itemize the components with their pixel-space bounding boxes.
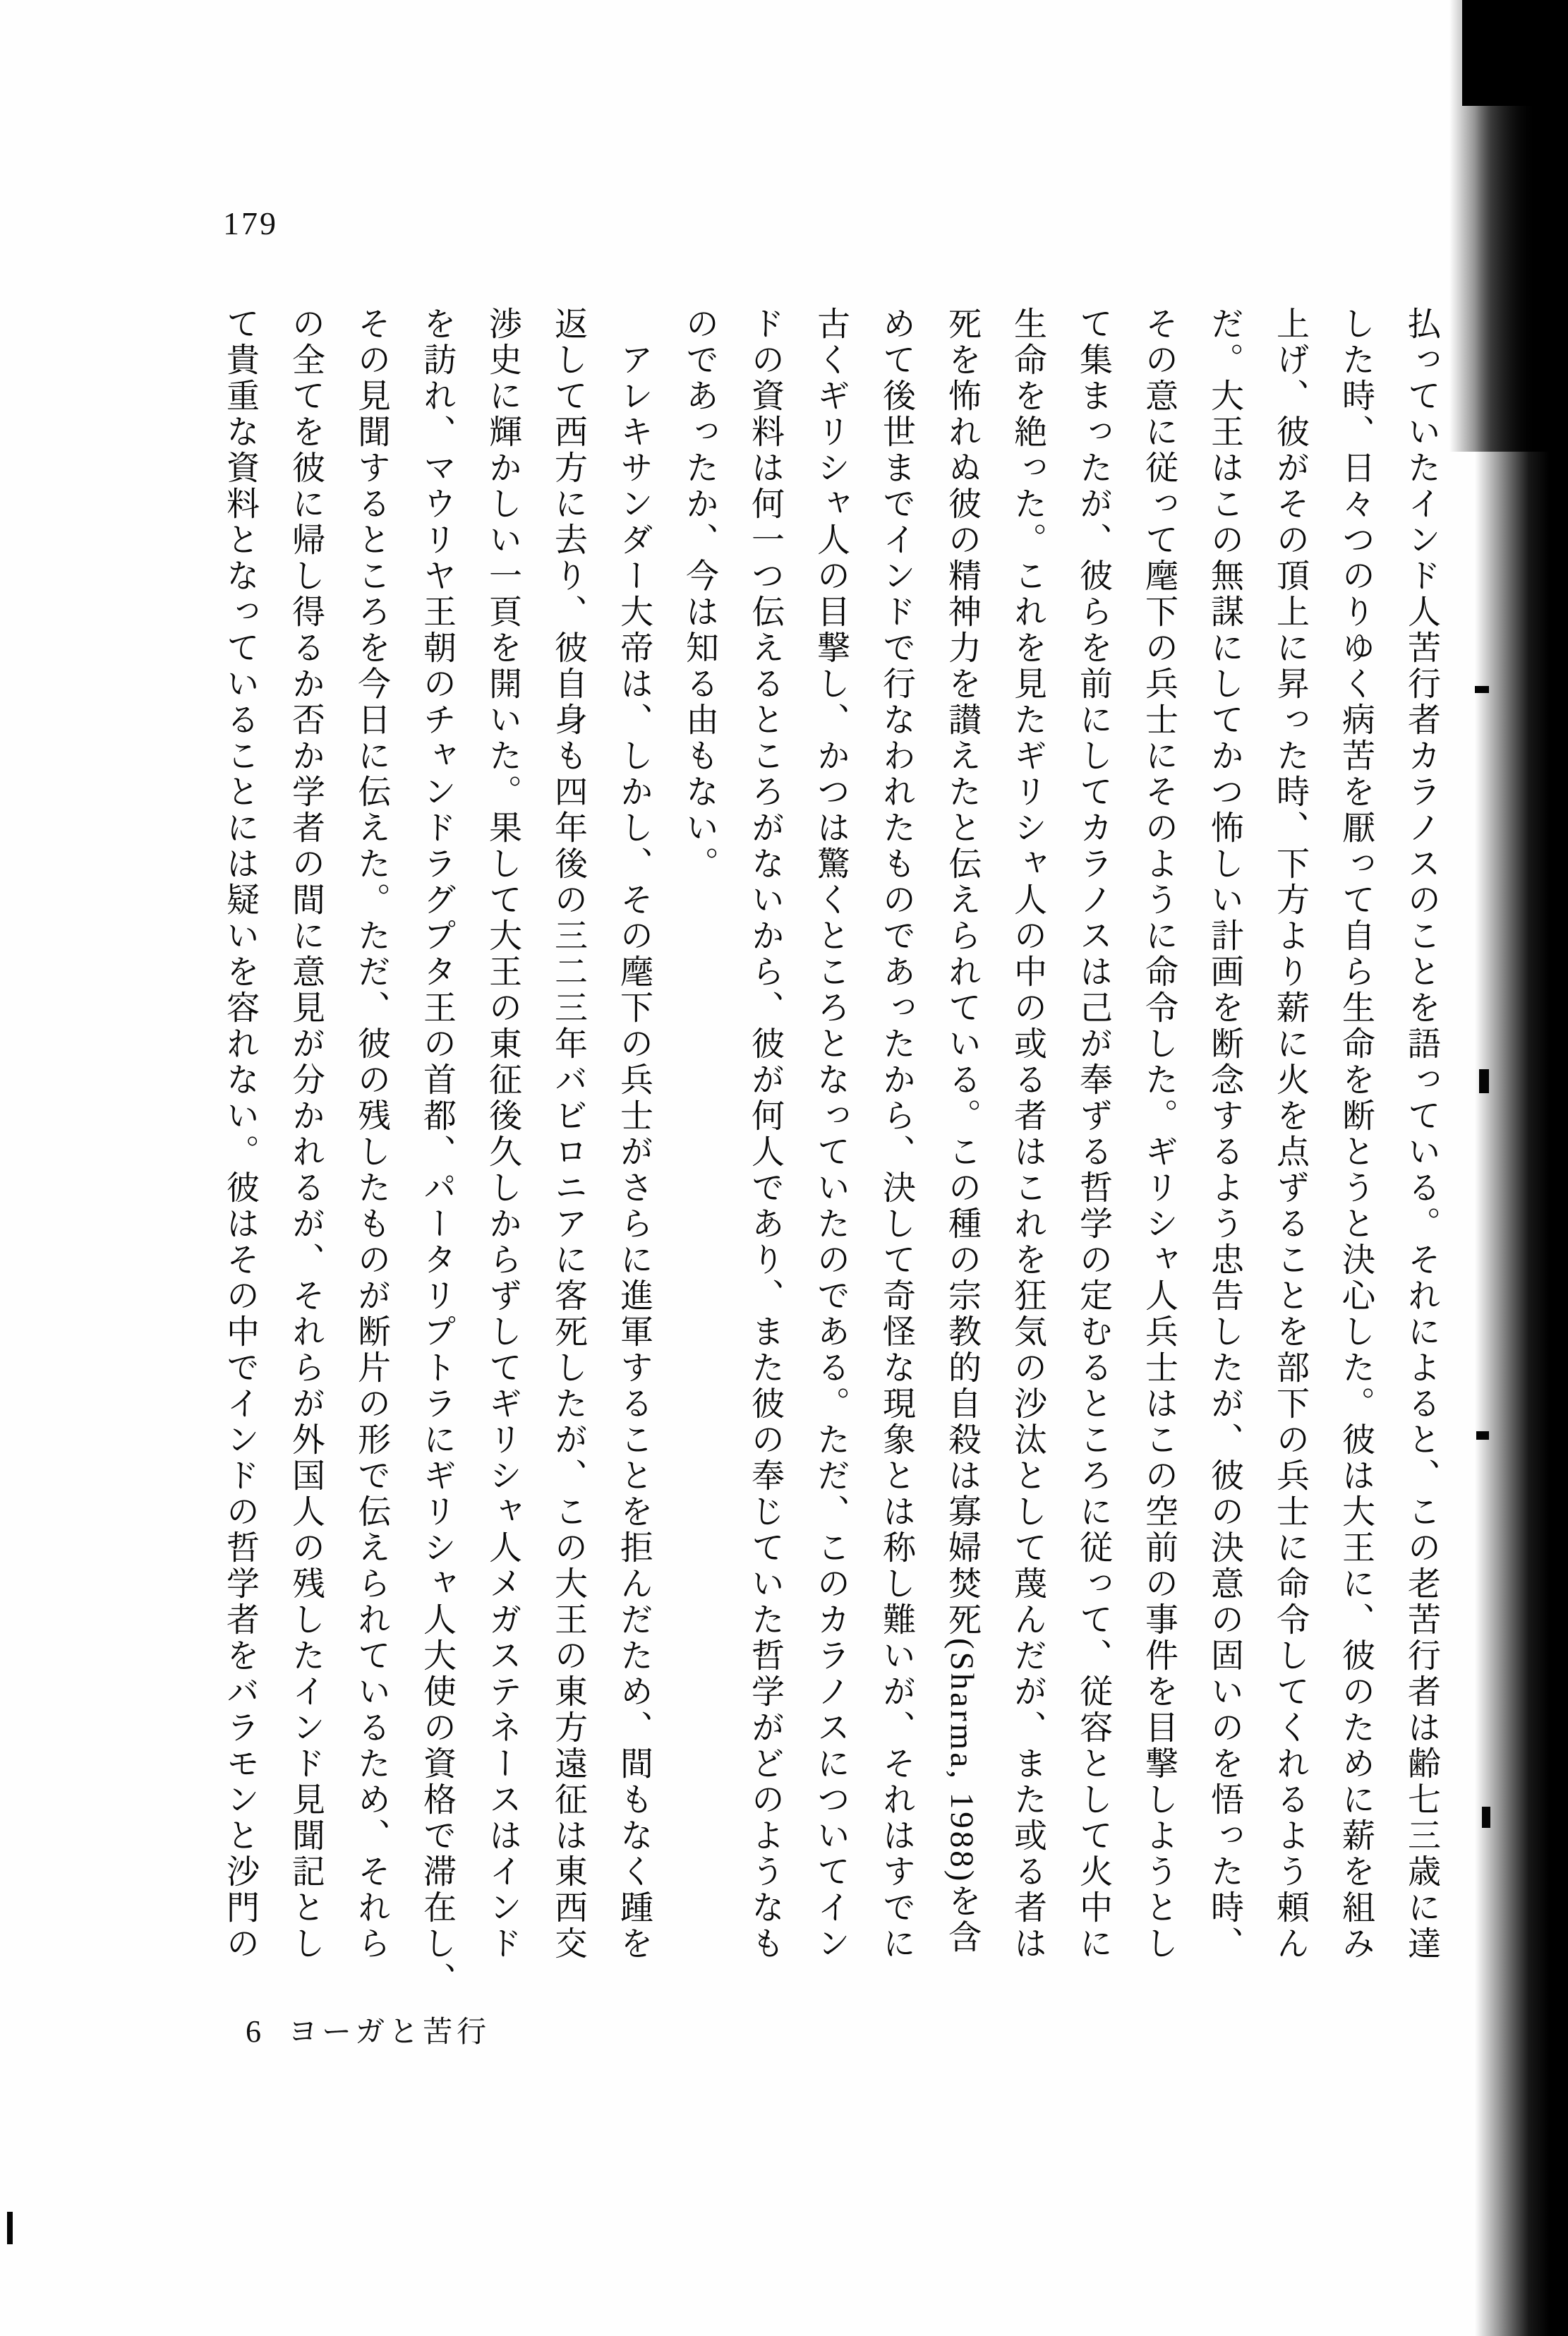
text-column: の全てを彼に帰し得るか否か学者の間に意見が分かれるが、それらが外国人の残したインド見聞記とし (287, 306, 324, 1962)
text-column: 生命を絶った。これを見たギリシャ人の中の或る者はこれを狂気の沙汰として蔑んだが、また或る者は (1009, 306, 1046, 1962)
scan-artifact (1476, 1431, 1489, 1440)
text-column: めて後世までインドで行なわれたものであったから、決して奇怪な現象とは称し難いが、それはすでに (878, 306, 915, 1962)
text-column: て集まったが、彼らを前にしてカラノスは己が奉ずる哲学の定むるところに従って、従容として火中に (1075, 306, 1111, 1962)
text-column: ドの資料は何一つ伝えるところがないから、彼が何人であり、また彼の奉じていた哲学がどのようなも (747, 306, 783, 1962)
text-column: 上げ、彼がその頂上に昇った時、下方より薪に火を点ずることを部下の兵士に命令してくれるよう頼ん (1272, 306, 1308, 1962)
text-column: 古くギリシャ人の目撃し、かつは驚くところとなっていたのである。ただ、このカラノスについてイン (812, 306, 849, 1962)
scan-artifact (1479, 1069, 1489, 1093)
scan-artifact (1475, 686, 1489, 693)
text-column: 返して西方に去り、彼自身も四年後の三二三年バビロニアに客死したが、この大王の東方遠征は東西交 (550, 306, 586, 1962)
scan-artifact (7, 2212, 13, 2244)
text-column: その見聞するところを今日に伝えた。ただ、彼の残したものが断片の形で伝えられているため、それら (353, 306, 390, 1962)
text-column: 死を怖れぬ彼の精神力を讃えたと伝えられている。この種の宗教的自殺は寡婦焚死(Sharma, 1988)を含 (943, 306, 980, 1956)
text-column: て貴重な資料となっていることには疑いを容れない。彼はその中でインドの哲学者をバラモンと沙門の (222, 306, 258, 1962)
text-column: だ。大王はこの無謀にしてかつ怖しい計画を断念するよう忠告したが、彼の決意の固いのを悟った時、 (1206, 306, 1243, 1962)
text-column: のであったか、今は知る由もない。 (681, 306, 718, 882)
text-column: 渉史に輝かしい一頁を開いた。果して大王の東征後久しからずしてギリシャ人メガステネースはインド (484, 306, 521, 1962)
text-column: 払っていたインド人苦行者カラノスのことを語っている。それによると、この老苦行者は齢七三歳に達 (1403, 306, 1440, 1962)
main-text-block (207, 306, 1454, 1998)
text-column: その意に従って麾下の兵士にそのように命令した。ギリシャ人兵士はこの空前の事件を目撃しようとし (1140, 306, 1177, 1962)
chapter-number: 6 (246, 2014, 261, 2049)
scan-artifact (1482, 1807, 1490, 1828)
text-column: した時、日々つのりゆく病苦を厭って自ら生命を断とうと決心した。彼は大王に、彼のために薪を組み (1337, 306, 1374, 1962)
page-number: 179 (223, 205, 278, 241)
chapter-title: ヨーガと苦行 (288, 2016, 491, 2049)
text-column: アレキサンダー大帝は、しかし、その麾下の兵士がさらに進軍することを拒んだため、間もなく踵を (615, 306, 652, 1962)
running-footer (246, 2009, 490, 2051)
scan-gutter-corner (1462, 0, 1568, 106)
text-column: を訪れ、マウリヤ王朝のチャンドラグプタ王の首都、パータリプトラにギリシャ人大使の資格で滞在し、 (418, 306, 455, 1998)
